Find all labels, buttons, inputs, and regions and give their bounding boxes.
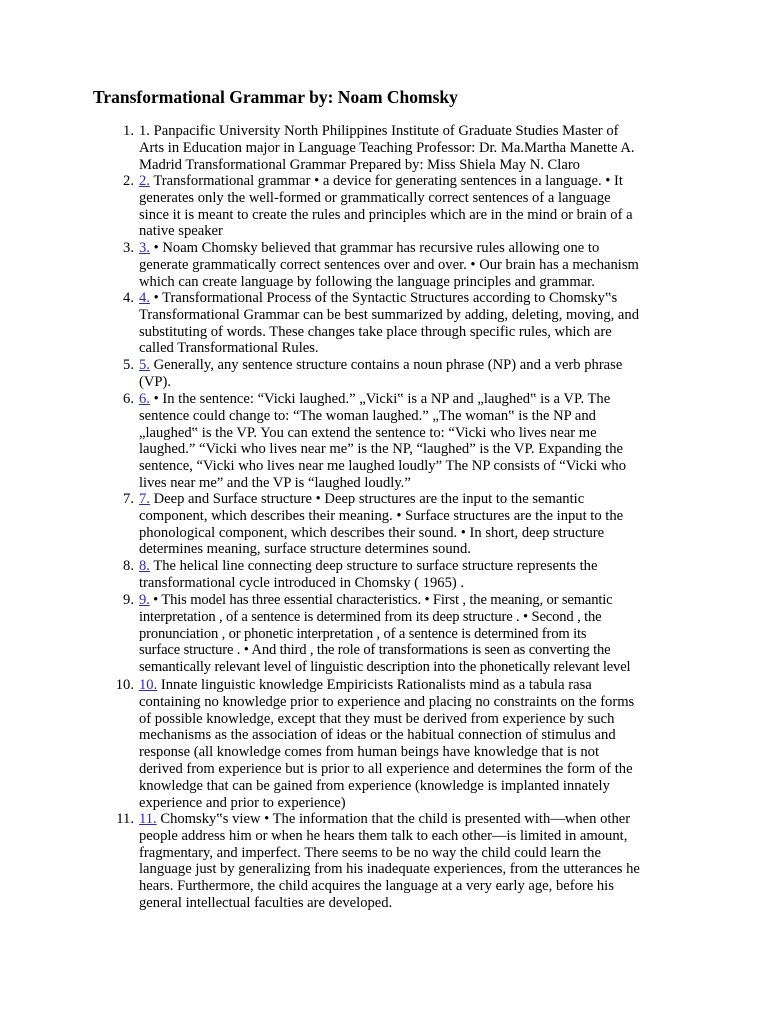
list-item-body: [139, 240, 681, 290]
list-item-line: [139, 592, 681, 609]
list-item-line: pronunciation , or phonetic interpretation , of a sentence is determined from its: [139, 625, 587, 642]
list-item-line: [139, 811, 681, 828]
list-item-line-text: • Noam Chomsky believed that grammar has recursive rules allowing one to: [149, 240, 600, 256]
document-title: Transformational Grammar by: Noam Chomsky: [93, 87, 458, 107]
list-item-number: 11.: [116, 811, 134, 827]
list-item-line: general intellectual faculties are developed.: [139, 894, 393, 911]
list-item-line: transformational cycle introduced in Chomsky ( 1965) .: [139, 574, 465, 591]
list-item-body: [139, 173, 681, 240]
slide-link[interactable]: 10.: [139, 677, 158, 693]
list-item-line: [139, 558, 681, 575]
list-item-line-text: • In the sentence: “Vicki laughed.” „Vicki‟ is a NP and „laughed‟ is a VP. The: [149, 391, 611, 407]
list-item-line: semantically relevant level of linguistic description into the phonetically relevant level: [139, 659, 631, 676]
list-item-number: 9.: [123, 592, 134, 608]
list-item-line: [139, 290, 681, 307]
list-item-line: [139, 357, 681, 374]
list-item-line: 1. Panpacific University North Philippines Institute of Graduate Studies Master of: [139, 123, 619, 139]
list-item-line: people address him or when he hears them talk to each other—is limited in amount,: [139, 827, 628, 844]
list-item-line: (VP).: [139, 373, 172, 390]
list-item-line: of possible knowledge, except that they must be derived from experience by such: [139, 710, 615, 727]
list-item-line-text: • Transformational Process of the Syntactic Structures according to Chomsky‟s: [149, 290, 618, 306]
list-item-body: [139, 123, 681, 173]
list-item-line: response (all knowledge comes from human beings have knowledge that is not: [139, 744, 599, 761]
list-item-line: [139, 173, 681, 190]
list-item-number: 8.: [123, 558, 134, 574]
list-item-line: laughed.” “Vicki who lives near me” is the NP, “laughed” is the VP. Expanding the: [139, 441, 623, 458]
slide-link[interactable]: 11.: [139, 811, 157, 827]
list-item-number: 5.: [123, 357, 134, 373]
list-item-line: phonological component, which describes their sound. • In short, deep structure: [139, 524, 605, 541]
list-item-line-text: Generally, any sentence structure contains a noun phrase (NP) and a verb phrase: [149, 357, 623, 373]
list-item-line: Transformational Grammar can be best summarized by adding, deleting, moving, and: [139, 306, 639, 323]
list-item-line: since it is meant to create the rules and principles which are in the mind or brain of a: [139, 206, 633, 223]
list-item-number: 3.: [123, 240, 134, 256]
list-item-line: fragmentary, and imperfect. There seems to be no way the child could learn the: [139, 844, 601, 861]
list-item-line-text: Transformational grammar • a device for generating sentences in a language. • It: [149, 173, 623, 189]
slide-link[interactable]: 4.: [139, 290, 150, 306]
list-item-line: interpretation , of a sentence is determined from its deep structure . • Second , the: [139, 608, 602, 625]
list-item-body: [139, 357, 681, 391]
list-item-line: native speaker: [139, 223, 223, 240]
list-item-line: generates only the well-formed or grammatically correct sentences of a language: [139, 189, 611, 206]
list-item-line: derived from experience but is prior to all experience and determines the form of the: [139, 760, 633, 777]
list-item-line: lives near me” and the VP is “laughed loudly.”: [139, 474, 411, 491]
list-item-body: [139, 491, 681, 558]
list-item-number: 2.: [123, 173, 134, 189]
list-item-line: [139, 240, 681, 257]
list-item-line: sentence could change to: “The woman laughed.” „The woman‟ is the NP and: [139, 407, 596, 424]
list-item-body: [139, 558, 681, 592]
list-item-line: hears. Furthermore, the child acquires the language at a very early age, before his: [139, 878, 614, 895]
list-item-body: [139, 290, 681, 357]
slide-link[interactable]: 8.: [139, 558, 150, 574]
list-item-line-text: Deep and Surface structure • Deep structures are the input to the semantic: [149, 491, 585, 507]
slide-link[interactable]: 5.: [139, 357, 150, 373]
slide-link[interactable]: 2.: [139, 173, 150, 189]
list-item-line: [139, 491, 681, 508]
list-item-line: mechanisms as the association of ideas or the habitual connection of stimulus and: [139, 727, 616, 744]
list-item-line: „laughed‟ is the VP. You can extend the sentence to: “Vicki who lives near me: [139, 424, 597, 441]
list-item-line: surface structure . • And third , the role of transformations is seen as converting the: [139, 642, 611, 659]
list-item-line: language just by generalizing from his inadequate experiences, from the utterances he: [139, 861, 640, 878]
list-item-body: [139, 677, 681, 811]
list-item-line: containing no knowledge prior to experience and placing no constraints on the forms: [139, 693, 635, 710]
slide-link[interactable]: 9.: [139, 592, 150, 608]
list-item-line: generate grammatically correct sentences over and over. • Our brain has a mechanism: [139, 256, 639, 273]
list-item-line-text: Innate linguistic knowledge Empiricists Rationalists mind as a tabula rasa: [157, 677, 592, 693]
list-item-line: called Transformational Rules.: [139, 340, 319, 357]
list-item-number: 6.: [123, 391, 134, 407]
slide-link[interactable]: 3.: [139, 240, 150, 256]
list-item-body: [139, 811, 681, 912]
list-item-line-text: Chomsky‟s view • The information that the child is presented with—when other: [156, 811, 631, 827]
list-item-number: 4.: [123, 290, 134, 306]
list-item-line-text: • This model has three essential characteristics. • First , the meaning, or semantic: [149, 592, 613, 608]
list-item-line: [139, 677, 681, 694]
list-item-number: 1.: [123, 123, 134, 139]
slide-link[interactable]: 7.: [139, 491, 150, 507]
list-item-line: experience and prior to experience): [139, 794, 346, 811]
list-item-body: [139, 391, 681, 492]
slide-link[interactable]: 6.: [139, 391, 150, 407]
list-item-number: 7.: [123, 491, 134, 507]
list-item-line-text: The helical line connecting deep structure to surface structure represents the: [149, 558, 598, 574]
list-item-line: component, which describes their meaning. • Surface structures are the input to the: [139, 507, 624, 524]
list-item-line: determines meaning, surface structure determines sound.: [139, 541, 471, 558]
list-item-number: 10.: [115, 677, 134, 693]
list-item-body: [139, 592, 681, 676]
list-item-line: substituting of words. These changes take place through specific rules, which are: [139, 323, 612, 340]
list-item-line: which can create language by following the language principles and grammar.: [139, 273, 595, 290]
list-item-line: Arts in Education major in Language Teaching Professor: Dr. Ma.Martha Manette A.: [139, 139, 635, 156]
list-item-line: [139, 391, 681, 408]
list-item-line: Madrid Transformational Grammar Prepared by: Miss Shiela May N. Claro: [139, 156, 580, 173]
list-item-line: sentence, “Vicki who lives near me laughed loudly” The NP consists of “Vicki who: [139, 458, 627, 475]
list-item-line: knowledge that can be gained from experience (knowledge is implanted innately: [139, 777, 610, 794]
